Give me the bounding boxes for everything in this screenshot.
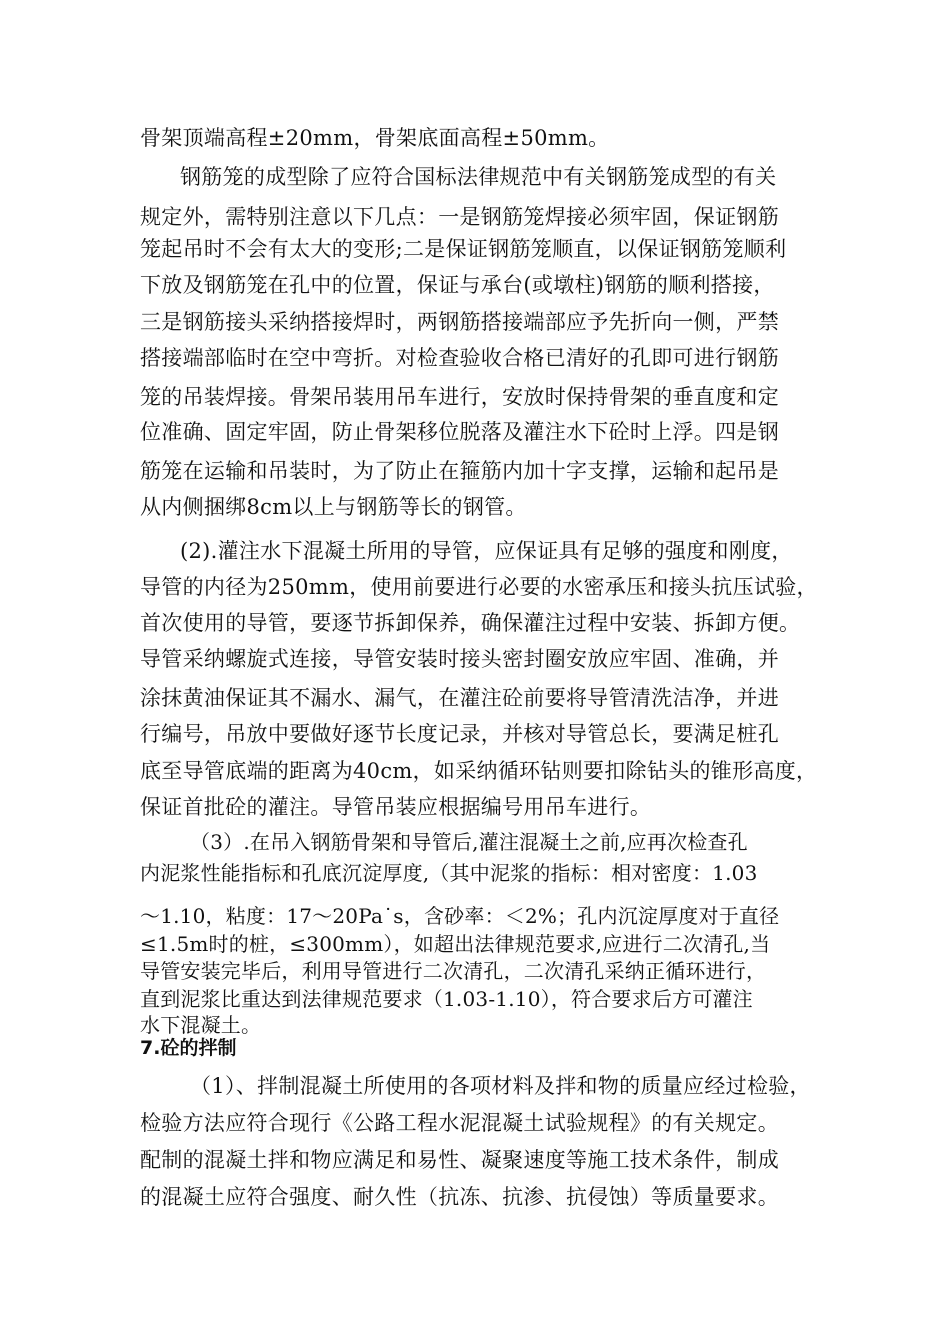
text-line: (2).灌注水下混凝土所用的导管，应保证具有足够的强度和刚度， — [180, 539, 793, 563]
text-line: 规定外，需特别注意以下几点：一是钢筋笼焊接必须牢固，保证钢筋 — [140, 205, 779, 229]
text-line: 底至导管底端的距离为40cm，如采纳循环钻则要扣除钻头的锥形高度， — [140, 759, 818, 783]
text-line: 钢筋笼的成型除了应符合国标法律规范中有关钢筋笼成型的有关 — [180, 165, 777, 189]
text-line: 位准确、固定牢固，防止骨架移位脱落及灌注水下砼时上浮。四是钢 — [140, 420, 779, 444]
text-line: ≤1.5m时的桩，≤300mm），如超出法律规范要求,应进行二次清孔,当 — [140, 932, 771, 956]
text-line: 笼起吊时不会有太大的变形;二是保证钢筋笼顺直，以保证钢筋笼顺利 — [140, 237, 787, 261]
text-line: 下放及钢筋笼在孔中的位置，保证与承台(或墩柱)钢筋的顺利搭接， — [140, 273, 775, 297]
text-line: 搭接端部临时在空中弯折。对检查验收合格已清好的孔即可进行钢筋 — [140, 346, 779, 370]
text-line: 三是钢筋接头采纳搭接焊时，两钢筋搭接端部应予先折向一侧，严禁 — [140, 310, 779, 334]
text-line: 配制的混凝土拌和物应满足和易性、凝聚速度等施工技术条件，制成 — [140, 1148, 779, 1172]
text-line: 骨架顶端高程±20mm，骨架底面高程±50mm。 — [140, 126, 610, 150]
text-line: （1）、拌制混凝土所使用的各项材料及拌和物的质量应经过检验， — [190, 1074, 811, 1098]
text-line: 导管安装完毕后，利用导管进行二次清孔，二次清孔采纳正循环进行， — [140, 959, 767, 983]
text-line: 导管采纳螺旋式连接，导管安装时接头密封圈安放应牢固、准确，并 — [140, 647, 779, 671]
text-line: 从内侧捆绑8cm以上与钢筋等长的钢管。 — [140, 495, 527, 519]
text-line: 直到泥浆比重达到法律规范要求（1.03-1.10），符合要求后方可灌注 — [140, 987, 753, 1011]
text-line: 行编号，吊放中要做好逐节长度记录，并核对导管总长，要满足桩孔 — [140, 722, 779, 746]
text-line: 检验方法应符合现行《公路工程水泥混凝土试验规程》的有关规定。 — [140, 1111, 779, 1135]
text-line: ～1.10，粘度：17～20Pa˙s，含砂率：＜2%；孔内沉淀厚度对于直径 — [140, 904, 780, 928]
text-line: 笼的吊装焊接。骨架吊装用吊车进行，安放时保持骨架的垂直度和定 — [140, 385, 779, 409]
text-line: 涂抹黄油保证其不漏水、漏气，在灌注砼前要将导管清洗洁净，并进 — [140, 686, 779, 710]
text-line: 首次使用的导管，要逐节拆卸保养，确保灌注过程中安装、拆卸方便。 — [140, 611, 801, 635]
text-line: 的混凝土应符合强度、耐久性（抗冻、抗渗、抗侵蚀）等质量要求。 — [140, 1185, 779, 1209]
text-line: 保证首批砼的灌注。导管吊装应根据编号用吊车进行。 — [140, 795, 652, 819]
text-line: （3）.在吊入钢筋骨架和导管后,灌注混凝土之前,应再次检查孔 — [190, 830, 748, 854]
text-line: 导管的内径为250mm，使用前要进行必要的水密承压和接头抗压试验， — [140, 575, 818, 599]
text-line: 筋笼在运输和吊装时，为了防止在箍筋内加十字支撑，运输和起吊是 — [140, 459, 779, 483]
text-line: 内泥浆性能指标和孔底沉淀厚度,（其中泥浆的指标：相对密度：1.03 — [140, 861, 758, 885]
text-line: 水下混凝土。 — [140, 1013, 262, 1037]
section-heading: 7.砼的拌制 — [140, 1037, 237, 1059]
